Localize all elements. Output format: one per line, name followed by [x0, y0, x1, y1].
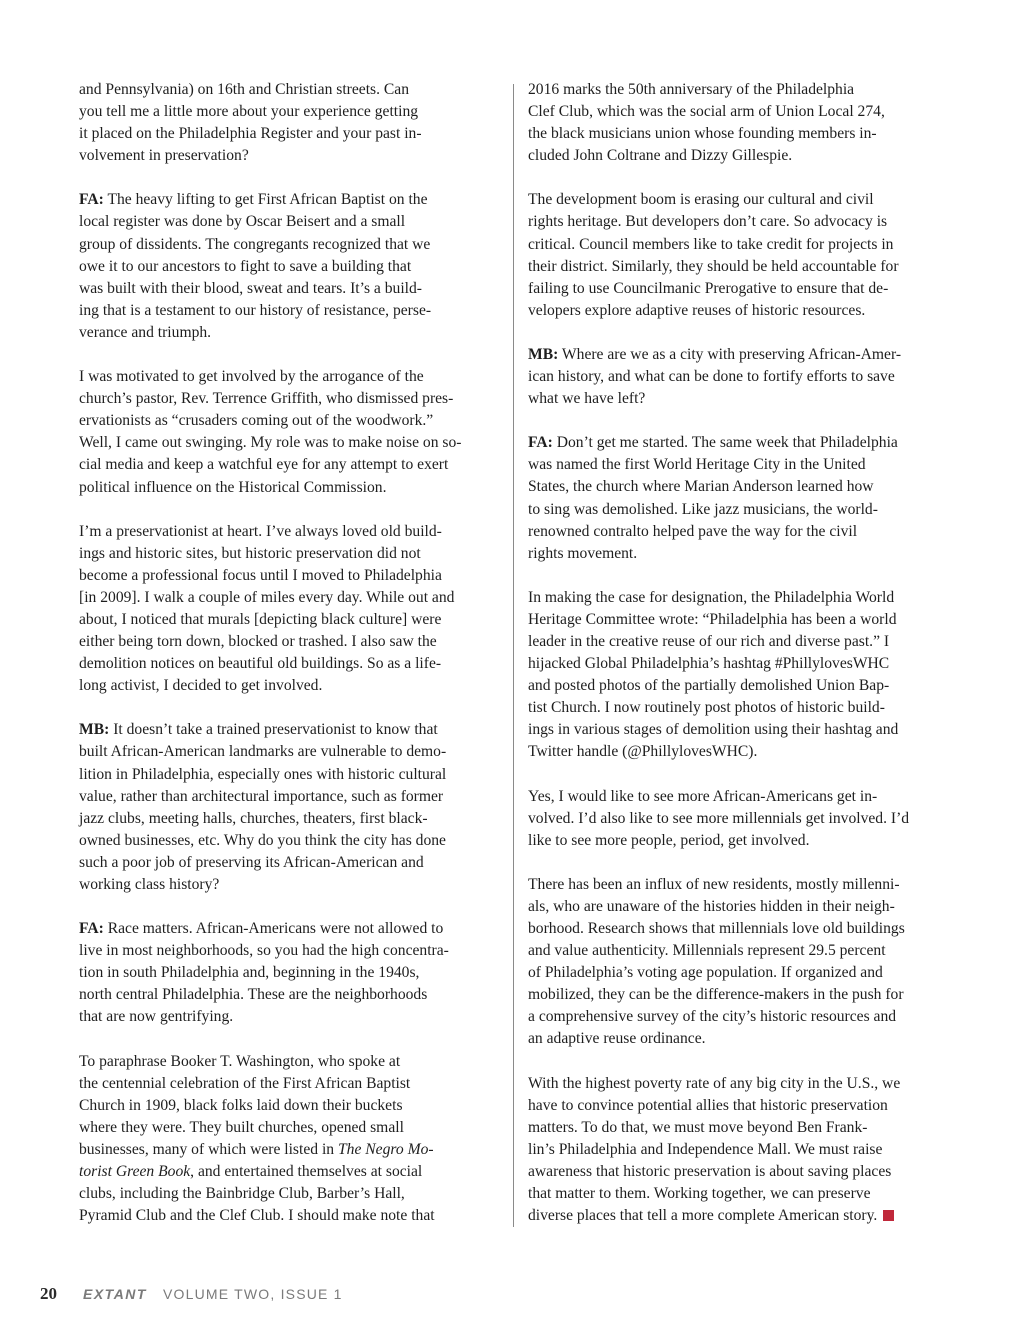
line-text: of Philadelphia’s voting age population. If organized and [528, 964, 883, 982]
text-line [528, 631, 948, 653]
line-text: The heavy lifting to get First African Baptist on the [103, 191, 428, 209]
text-line [79, 874, 501, 896]
text-line [79, 432, 501, 454]
line-text: either being torn down, blocked or trashed. I also saw the [79, 633, 437, 651]
line-text: to sing was demolished. Like jazz musicians, the world- [528, 500, 878, 518]
line-text: demolition notices on beautiful old buildings. So as a life- [79, 655, 442, 673]
line-text: I was motivated to get involved by the arrogance of the [79, 368, 424, 386]
book-title: The Negro Mo- [337, 1140, 434, 1158]
text-line [79, 1139, 501, 1161]
line-text: mobilized, they can be the difference-makers in the push for [528, 986, 904, 1004]
text-line [79, 322, 501, 344]
text-line [79, 653, 501, 675]
line-text: ervationists as “crusaders coming out of the woodwork.” [79, 412, 434, 430]
line-text: With the highest poverty rate of any big city in the U.S., we [528, 1074, 901, 1092]
text-line [79, 521, 501, 543]
line-text: that are now gentrifying. [79, 1008, 234, 1026]
text-line [79, 741, 501, 763]
paragraph [528, 587, 948, 764]
text-line [528, 896, 948, 918]
speaker-label: FA: [528, 434, 553, 452]
line-text: their district. Similarly, they should be held accountable for [528, 257, 899, 275]
line-text: jazz clubs, meeting halls, churches, theaters, first black- [79, 809, 428, 827]
line-text: critical. Council members like to take credit for projects in [528, 235, 894, 253]
page-footer [40, 1284, 343, 1306]
line-text: leader in the creative reuse of our rich and diverse past.” I [528, 632, 890, 650]
line-text: Twitter handle (@PhillylovesWHC). [528, 743, 758, 761]
line-text: rights heritage. But developers don’t care. So advocacy is [528, 213, 888, 231]
speaker-label: MB: [79, 721, 110, 739]
line-text: rights movement. [528, 544, 638, 562]
line-text: In making the case for designation, the Philadelphia World [528, 588, 895, 606]
line-text: and posted photos of the partially demolished Union Bap- [528, 677, 890, 695]
text-line [79, 123, 501, 145]
line-text: and Pennsylvania) on 16th and Christian streets. Can [79, 81, 410, 98]
text-line: clubs, including the Bainbridge Club, Barber’s Hall, [79, 1185, 405, 1203]
text-line [79, 278, 501, 300]
text-line [528, 300, 948, 322]
line-text: diverse places that tell a more complete American story. [528, 1207, 878, 1225]
text-line [79, 786, 501, 808]
text-line [79, 719, 501, 741]
text-line [79, 830, 501, 852]
line-text: There has been an influx of new residents, mostly millenni- [528, 875, 900, 893]
line-text: lin’s Philadelphia and Independence Mall. We must raise [528, 1140, 883, 1158]
text-line [528, 786, 948, 808]
paragraph [528, 786, 948, 852]
text-line [79, 631, 501, 653]
text-line [79, 388, 501, 410]
paragraph [528, 344, 948, 410]
text-line [79, 543, 501, 565]
line-text: The development boom is erasing our cultural and civil [528, 191, 874, 209]
text-line [528, 609, 948, 631]
text-line [528, 918, 948, 940]
text-line [528, 145, 948, 167]
line-text: failing to use Councilmanic Prerogative to ensure that de- [528, 279, 889, 297]
line-text: like to see more people, period, get involved. [528, 831, 810, 849]
line-text: volved. I’d also like to see more millennials get involved. I’d [528, 809, 910, 827]
text-line [528, 1028, 948, 1050]
text-line [528, 808, 948, 830]
line-text: verance and triumph. [79, 323, 212, 341]
line-text: group of dissidents. The congregants recognized that we [79, 235, 431, 253]
text-line [528, 476, 948, 498]
line-text: lition in Philadelphia, especially ones with historic cultural [79, 765, 447, 783]
text-line [528, 366, 948, 388]
line-text: , and entertained themselves at social [190, 1163, 423, 1181]
text-line: To paraphrase Booker T. Washington, who spoke at [79, 1052, 401, 1070]
line-text: become a professional focus until I moved to Philadelphia [79, 566, 442, 584]
text-line [79, 366, 501, 388]
line-text: ing that is a testament to our history of resistance, perse- [79, 301, 432, 319]
line-text: borhood. Research shows that millennials love old buildings [528, 920, 905, 937]
text-line [79, 211, 501, 233]
text-line [79, 410, 501, 432]
speaker-label: MB: [528, 345, 559, 363]
line-text: live in most neighborhoods, so you had the high concentra- [79, 942, 449, 960]
line-text: value, rather than architectural importance, such as former [79, 787, 444, 805]
line-text: what we have left? [528, 390, 646, 408]
paragraph [79, 918, 501, 1028]
line-text: Don’t get me started. The same week that Philadelphia [552, 434, 898, 452]
text-line [79, 918, 501, 940]
text-line [528, 830, 948, 852]
paragraph [528, 874, 948, 1051]
text-line [79, 300, 501, 322]
text-line [79, 852, 501, 874]
line-text: States, the church where Marian Anderson learned how [528, 478, 874, 496]
right-text-column [528, 79, 948, 1227]
text-line [79, 1161, 501, 1183]
line-text: I’m a preservationist at heart. I’ve always loved old build- [79, 522, 442, 540]
text-line [528, 79, 948, 101]
issue-label: VOLUME TWO, ISSUE 1 [162, 1286, 343, 1302]
line-text: it placed on the Philadelphia Register and your past in- [79, 125, 422, 143]
text-line [528, 256, 948, 278]
line-text: Clef Club, which was the social arm of Union Local 274, [528, 103, 885, 121]
text-line [79, 234, 501, 256]
line-text: local register was done by Oscar Beisert and a small [79, 213, 406, 231]
text-line [79, 189, 501, 211]
text-line [528, 344, 948, 366]
line-text: businesses, many of which were listed in [79, 1140, 338, 1158]
paragraph [79, 1051, 501, 1228]
line-text: hijacked Global Philadelphia’s hashtag #PhillylovesWHC [528, 655, 890, 673]
paragraph [79, 521, 501, 698]
line-text: you tell me a little more about your experience getting [79, 103, 419, 121]
text-line [79, 145, 501, 167]
line-text: cial media and keep a watchful eye for any attempt to exert [79, 456, 449, 474]
text-line [528, 653, 948, 675]
text-line [79, 940, 501, 962]
text-line [528, 675, 948, 697]
line-text: matters. To do that, we must move beyond Ben Frank- [528, 1118, 868, 1136]
text-line [528, 278, 948, 300]
line-text: church’s pastor, Rev. Terrence Griffith, who dismissed pres- [79, 390, 454, 408]
line-text: awareness that historic preservation is about saving places [528, 1162, 892, 1180]
text-line [528, 499, 948, 521]
text-line [79, 256, 501, 278]
text-line [79, 79, 501, 101]
line-text: long activist, I decided to get involved. [79, 677, 323, 695]
left-text-column [79, 79, 501, 1227]
paragraph [79, 189, 501, 344]
text-line [528, 234, 948, 256]
text-line [79, 675, 501, 697]
line-text: ican history, and what can be done to fortify efforts to save [528, 368, 895, 386]
line-text: It doesn’t take a trained preservationist to know that [109, 721, 438, 739]
line-text: tion in south Philadelphia and, beginning in the 1940s, [79, 964, 420, 982]
text-line [528, 123, 948, 145]
line-text: a comprehensive survey of the city’s historic resources and [528, 1008, 897, 1026]
text-line [528, 1073, 948, 1095]
paragraph [528, 189, 948, 322]
speaker-label: FA: [79, 191, 104, 209]
line-text: was built with their blood, sweat and tears. It’s a build- [79, 279, 422, 297]
text-line [528, 1095, 948, 1117]
text-line [528, 211, 948, 233]
line-text: the black musicians union whose founding members in- [528, 125, 877, 143]
line-text: renowned contralto helped pave the way for the civil [528, 522, 858, 540]
text-line [528, 1183, 948, 1205]
text-line [528, 388, 948, 410]
line-text: Where are we as a city with preserving African-Amer- [558, 345, 902, 363]
text-line [79, 962, 501, 984]
book-title: torist Green Book [79, 1163, 191, 1181]
text-line [528, 1205, 948, 1227]
text-line [528, 587, 948, 609]
line-text: ings and historic sites, but historic preservation did not [79, 544, 421, 562]
text-line [79, 1006, 501, 1028]
line-text: Well, I came out swinging. My role was to make noise on so- [79, 434, 462, 452]
column-divider [513, 84, 514, 1227]
text-line [528, 1006, 948, 1028]
text-line [79, 101, 501, 123]
line-text: Race matters. African-Americans were not allowed to [103, 920, 444, 938]
text-line [79, 808, 501, 830]
paragraph [79, 79, 501, 167]
line-text: an adaptive reuse ordinance. [528, 1030, 706, 1048]
text-line: where they were. They built churches, opened small [79, 1118, 404, 1136]
line-text: built African-American landmarks are vulnerable to demo- [79, 743, 447, 761]
text-line [528, 454, 948, 476]
line-text: and value authenticity. Millennials represent 29.5 percent [528, 942, 886, 960]
line-text: volvement in preservation? [79, 147, 249, 165]
text-line [528, 962, 948, 984]
text-line [528, 432, 948, 454]
paragraph [528, 432, 948, 565]
line-text: owe it to our ancestors to fight to save a building that [79, 257, 412, 275]
text-line [528, 1139, 948, 1161]
paragraph [79, 719, 501, 896]
text-line [528, 1161, 948, 1183]
text-line [528, 697, 948, 719]
line-text: owned businesses, etc. Why do you think the city has done [79, 831, 446, 849]
text-line [79, 587, 501, 609]
line-text: cluded John Coltrane and Dizzy Gillespie. [528, 147, 793, 165]
text-line [528, 874, 948, 896]
text-line [528, 101, 948, 123]
line-text: velopers explore adaptive reuses of historic resources. [528, 301, 866, 319]
paragraph [79, 366, 501, 499]
speaker-label: FA: [79, 920, 104, 938]
text-line [79, 764, 501, 786]
text-line [79, 477, 501, 499]
magazine-name: EXTANT [83, 1286, 147, 1302]
line-text: about, I noticed that murals [depicting black culture] were [79, 610, 442, 628]
line-text: ings in various stages of demolition using their hashtag and [528, 721, 899, 739]
text-line [528, 741, 948, 763]
line-text: such a poor job of preserving its African-American and [79, 853, 424, 871]
text-line [528, 543, 948, 565]
text-line [528, 719, 948, 741]
text-line: Pyramid Club and the Clef Club. I should make note that [79, 1207, 435, 1225]
line-text: that matter to them. Working together, we can preserve [528, 1185, 871, 1203]
page-number: 20 [40, 1284, 57, 1303]
line-text: political influence on the Historical Commission. [79, 478, 387, 496]
text-line [79, 565, 501, 587]
line-text: 2016 marks the 50th anniversary of the Philadelphia [528, 81, 855, 98]
end-of-article-mark [883, 1210, 894, 1221]
line-text: als, who are unaware of the histories hidden in their neigh- [528, 897, 895, 915]
line-text: working class history? [79, 876, 220, 893]
paragraph [528, 79, 948, 167]
text-line [528, 189, 948, 211]
paragraph [528, 1073, 948, 1228]
text-line: Church in 1909, black folks laid down their buckets [79, 1096, 403, 1114]
line-text: [in 2009]. I walk a couple of miles every day. While out and [79, 588, 455, 606]
line-text: tist Church. I now routinely post photos of historic build- [528, 699, 885, 717]
text-line: the centennial celebration of the First African Baptist [79, 1074, 411, 1092]
line-text: Heritage Committee wrote: “Philadelphia has been a world [528, 610, 897, 628]
text-line [528, 1117, 948, 1139]
line-text: have to convince potential allies that historic preservation [528, 1096, 888, 1114]
line-text: Yes, I would like to see more African-Americans get in- [528, 787, 878, 805]
text-line [528, 521, 948, 543]
line-text: north central Philadelphia. These are the neighborhoods [79, 986, 428, 1004]
text-line [79, 454, 501, 476]
text-line [528, 984, 948, 1006]
line-text: was named the first World Heritage City in the United [528, 456, 866, 474]
text-line [528, 940, 948, 962]
text-line [79, 609, 501, 631]
text-line [79, 984, 501, 1006]
